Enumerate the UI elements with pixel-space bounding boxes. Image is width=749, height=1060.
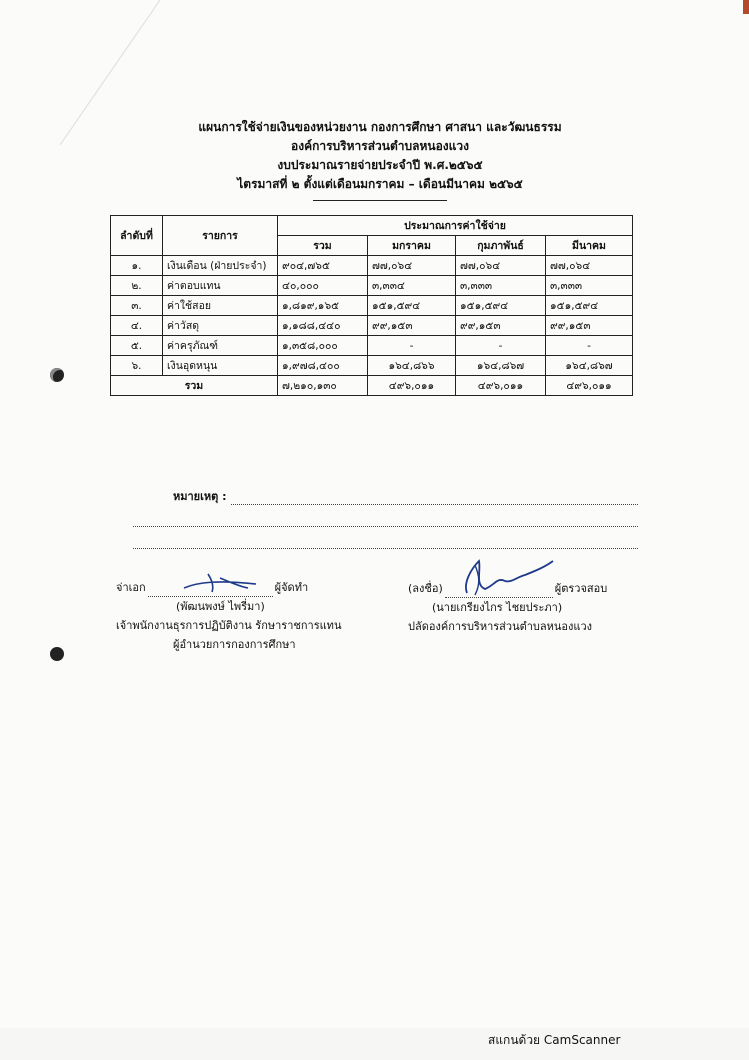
row-mar: ๗๗,๐๖๔ — [546, 256, 633, 276]
row-item: ค่าครุภัณฑ์ — [163, 336, 278, 356]
header-total: รวม — [278, 236, 368, 256]
preparer-name: (พัฒนพงษ์ ไพรี่มา) — [176, 600, 265, 613]
handwritten-signature-reviewer — [445, 555, 555, 599]
budget-table — [110, 215, 633, 396]
row-no: ๑. — [111, 256, 163, 276]
row-no: ๕. — [111, 336, 163, 356]
row-item: ค่าใช้สอย — [163, 296, 278, 316]
row-item: เงินอุดหนุน — [163, 356, 278, 376]
title-line-3: งบประมาณรายจ่ายประจำปี พ.ศ.๒๕๖๕ — [277, 158, 483, 172]
title-line-4: ไตรมาสที่ ๒ ตั้งแต่เดือนมกราคม – เดือนมีนาคม ๒๕๖๕ — [237, 177, 523, 191]
reviewer-position: ปลัดองค์การบริหารส่วนตำบลหนองแวง — [408, 620, 593, 633]
row-jan: - — [368, 336, 456, 356]
signature-block-preparer — [116, 578, 376, 654]
notes-section — [133, 483, 638, 549]
row-mar: - — [546, 336, 633, 356]
note-line — [133, 505, 638, 527]
row-total: ๔๐,๐๐๐ — [278, 276, 368, 296]
row-no: ๒. — [111, 276, 163, 296]
signature-dotted-line — [148, 584, 273, 597]
row-mar: ๙๙,๑๕๓ — [546, 316, 633, 336]
note-dotted-line — [231, 492, 638, 505]
title-underline — [313, 200, 447, 201]
row-total: ๑,๓๕๘,๐๐๐ — [278, 336, 368, 356]
row-total: ๑,๑๘๘,๔๔๐ — [278, 316, 368, 336]
header-feb: กุมภาพันธ์ — [456, 236, 546, 256]
sum-label: รวม — [111, 376, 278, 396]
note-line — [133, 483, 638, 505]
preparer-position-2: ผู้อำนวยการกองการศึกษา — [173, 638, 296, 651]
punch-hole — [50, 647, 64, 661]
row-jan: ๓,๓๓๔ — [368, 276, 456, 296]
row-feb: ๑๖๔,๘๖๗ — [456, 356, 546, 376]
table-row — [111, 256, 633, 276]
row-total: ๑,๘๑๙,๑๖๕ — [278, 296, 368, 316]
table-row — [111, 336, 633, 356]
row-no: ๖. — [111, 356, 163, 376]
row-feb: ๙๙,๑๕๓ — [456, 316, 546, 336]
punch-hole — [50, 368, 64, 382]
row-feb: ๓,๓๓๓ — [456, 276, 546, 296]
table-sum-row — [111, 376, 633, 396]
header-jan: มกราคม — [368, 236, 456, 256]
table-row — [111, 296, 633, 316]
document-title — [150, 118, 610, 201]
sum-feb: ๔๙๖,๐๑๑ — [456, 376, 546, 396]
sum-total: ๗,๒๑๐,๑๓๐ — [278, 376, 368, 396]
title-line-1: แผนการใช้จ่ายเงินของหน่วยงาน กองการศึกษา ศาสนา และวัฒนธรรม — [198, 120, 562, 134]
header-item: รายการ — [163, 216, 278, 256]
table-row — [111, 276, 633, 296]
sum-mar: ๔๙๖,๐๑๑ — [546, 376, 633, 396]
title-line-2: องค์การบริหารส่วนตำบลหนองแวง — [291, 139, 469, 153]
row-no: ๓. — [111, 296, 163, 316]
reviewer-role: ผู้ตรวจสอบ — [554, 582, 608, 595]
reviewer-name: (นายเกรียงไกร ไชยประภา) — [432, 601, 563, 614]
corner-mark — [743, 0, 749, 14]
row-item: เงินเดือน (ฝ่ายประจำ) — [163, 256, 278, 276]
note-dotted-line — [133, 514, 638, 527]
preparer-rank: จ่าเอก — [116, 581, 146, 594]
preparer-position: เจ้าพนักงานธุรการปฏิบัติงาน รักษาราชการแทน — [116, 619, 342, 632]
header-estimate: ประมาณการค่าใช้จ่าย — [278, 216, 633, 236]
table-row — [111, 356, 633, 376]
row-jan: ๑๖๔,๘๖๖ — [368, 356, 456, 376]
row-total: ๑,๙๗๘,๔๐๐ — [278, 356, 368, 376]
sum-jan: ๔๙๖,๐๑๑ — [368, 376, 456, 396]
reviewer-sign-label: (ลงชื่อ) — [408, 582, 443, 595]
row-feb: ๗๗,๐๖๔ — [456, 256, 546, 276]
row-total: ๙๐๔,๗๖๕ — [278, 256, 368, 276]
note-dotted-line — [133, 536, 638, 549]
preparer-role: ผู้จัดทำ — [274, 581, 309, 594]
note-line — [133, 527, 638, 549]
row-jan: ๗๗,๐๖๔ — [368, 256, 456, 276]
row-jan: ๙๙,๑๕๓ — [368, 316, 456, 336]
row-mar: ๑๕๑,๕๙๔ — [546, 296, 633, 316]
header-no: ลำดับที่ — [111, 216, 163, 256]
row-item: ค่าวัสดุ — [163, 316, 278, 336]
row-feb: ๑๕๑,๕๙๔ — [456, 296, 546, 316]
row-mar: ๓,๓๓๓ — [546, 276, 633, 296]
row-mar: ๑๖๔,๘๖๗ — [546, 356, 633, 376]
signature-block-reviewer — [408, 572, 658, 636]
scanner-watermark: สแกนด้วย CamScanner — [488, 1033, 621, 1047]
row-feb: - — [456, 336, 546, 356]
row-jan: ๑๕๑,๕๙๔ — [368, 296, 456, 316]
row-item: ค่าตอบแทน — [163, 276, 278, 296]
notes-label: หมายเหตุ : — [173, 490, 227, 503]
table-row — [111, 316, 633, 336]
signature-dotted-line — [445, 585, 553, 598]
row-no: ๔. — [111, 316, 163, 336]
header-mar: มีนาคม — [546, 236, 633, 256]
handwritten-signature-preparer — [178, 568, 268, 596]
